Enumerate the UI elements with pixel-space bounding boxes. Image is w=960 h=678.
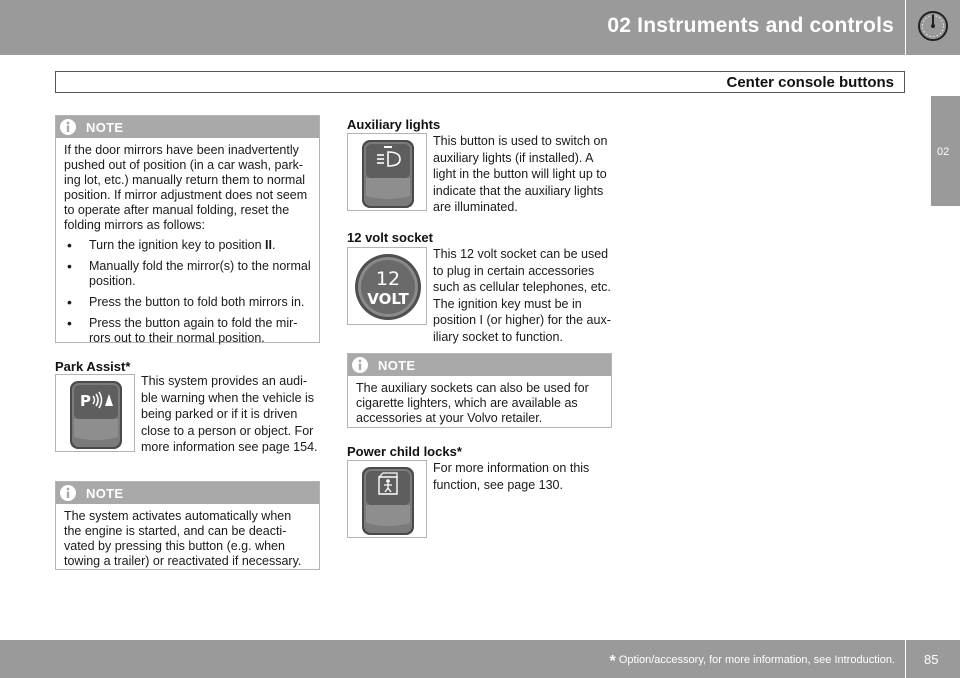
step1-suffix: . xyxy=(271,238,276,252)
section-title-box xyxy=(55,71,905,93)
mirror-reset-steps xyxy=(64,238,311,346)
note-body xyxy=(56,138,319,358)
chapter-title: 02 Instruments and controls xyxy=(607,14,894,37)
step1-text: Turn the ignition key to position xyxy=(89,238,266,252)
list-item xyxy=(64,238,311,253)
page-number: 85 xyxy=(924,652,939,667)
note-label: NOTE xyxy=(378,358,416,373)
volt-socket-text: This 12 volt socket can be used to plug in certain accessories such as cellular telephones, etc. The ignition key must be in position I (or higher) for the aux-iliary socket to function. xyxy=(433,247,611,344)
note-socket-body: The auxiliary sockets can also be used for cigarette lighters, which are available as accessories at your Volvo retailer. xyxy=(356,381,589,425)
info-icon xyxy=(59,484,77,502)
svg-text:P: P xyxy=(80,392,91,410)
ignition-position: II xyxy=(265,238,272,252)
auxiliary-lights-button-image xyxy=(347,133,427,211)
list-item: • Press the button again to fold the mir-rors out to their normal position. xyxy=(64,316,311,346)
note-mirrors xyxy=(55,115,320,343)
side-tab-label: 02 xyxy=(937,146,950,158)
note-park-body: The system activates automatically when the engine is started, and can be deacti-vated by pressing this button (e.g. when towing a trailer) or reactivated if necessary. xyxy=(64,509,302,568)
note-label: NOTE xyxy=(86,486,124,501)
note-mirrors-intro: If the door mirrors have been inadvertently pushed out of position (in a car wash, park-ing lot, etc.) manually return them to normal position. If mirror adjustment does not seem to operate after manual folding, reset the folding mirrors as follows: xyxy=(64,143,308,232)
list-item: • Press the button to fold both mirrors in. xyxy=(64,295,311,310)
footnote-star: * xyxy=(609,653,616,670)
note-header xyxy=(56,116,319,138)
power-socket-icon xyxy=(348,248,428,326)
child-locks-button-image xyxy=(347,460,427,538)
auxiliary-lights-text: This button is used to switch on auxiliary lights (if installed). A light in the button will light up to indicate that the auxiliary lights are illuminated. xyxy=(433,134,608,214)
auxiliary-lights-heading: Auxiliary lights xyxy=(347,117,441,132)
socket-label-number: 12 xyxy=(375,268,401,290)
socket-label-unit: VOLT xyxy=(367,290,409,308)
info-icon xyxy=(59,118,77,136)
speedometer-gauge-icon xyxy=(917,10,949,42)
auxiliary-lights-icon xyxy=(348,134,428,212)
child-lock-icon xyxy=(348,461,428,539)
footnote xyxy=(610,653,895,671)
note-sockets xyxy=(347,353,612,428)
child-locks-text: For more information on this function, see page 130. xyxy=(433,461,590,492)
park-assist-button-image xyxy=(55,374,135,452)
note-header xyxy=(56,482,319,504)
section-title: Center console buttons xyxy=(726,74,894,91)
park-assist-icon xyxy=(56,375,136,453)
footnote-text: Option/accessory, for more information, see Introduction. xyxy=(618,654,895,666)
note-header xyxy=(348,354,611,376)
park-assist-heading: Park Assist* xyxy=(55,359,131,374)
note-park-assist xyxy=(55,481,320,570)
note-label: NOTE xyxy=(86,120,124,135)
header-icon-box xyxy=(906,0,960,55)
chapter-side-tab xyxy=(931,96,960,206)
info-icon xyxy=(351,356,369,374)
child-locks-heading: Power child locks* xyxy=(347,444,462,459)
list-item: • Manually fold the mirror(s) to the normal position. xyxy=(64,259,311,289)
volt-socket-image xyxy=(347,247,427,325)
volt-socket-heading: 12 volt socket xyxy=(347,230,433,245)
park-assist-text: This system provides an audi-ble warning when the vehicle is being parked or if it is driven close to a person or object. For more information see page 154. xyxy=(141,374,318,454)
